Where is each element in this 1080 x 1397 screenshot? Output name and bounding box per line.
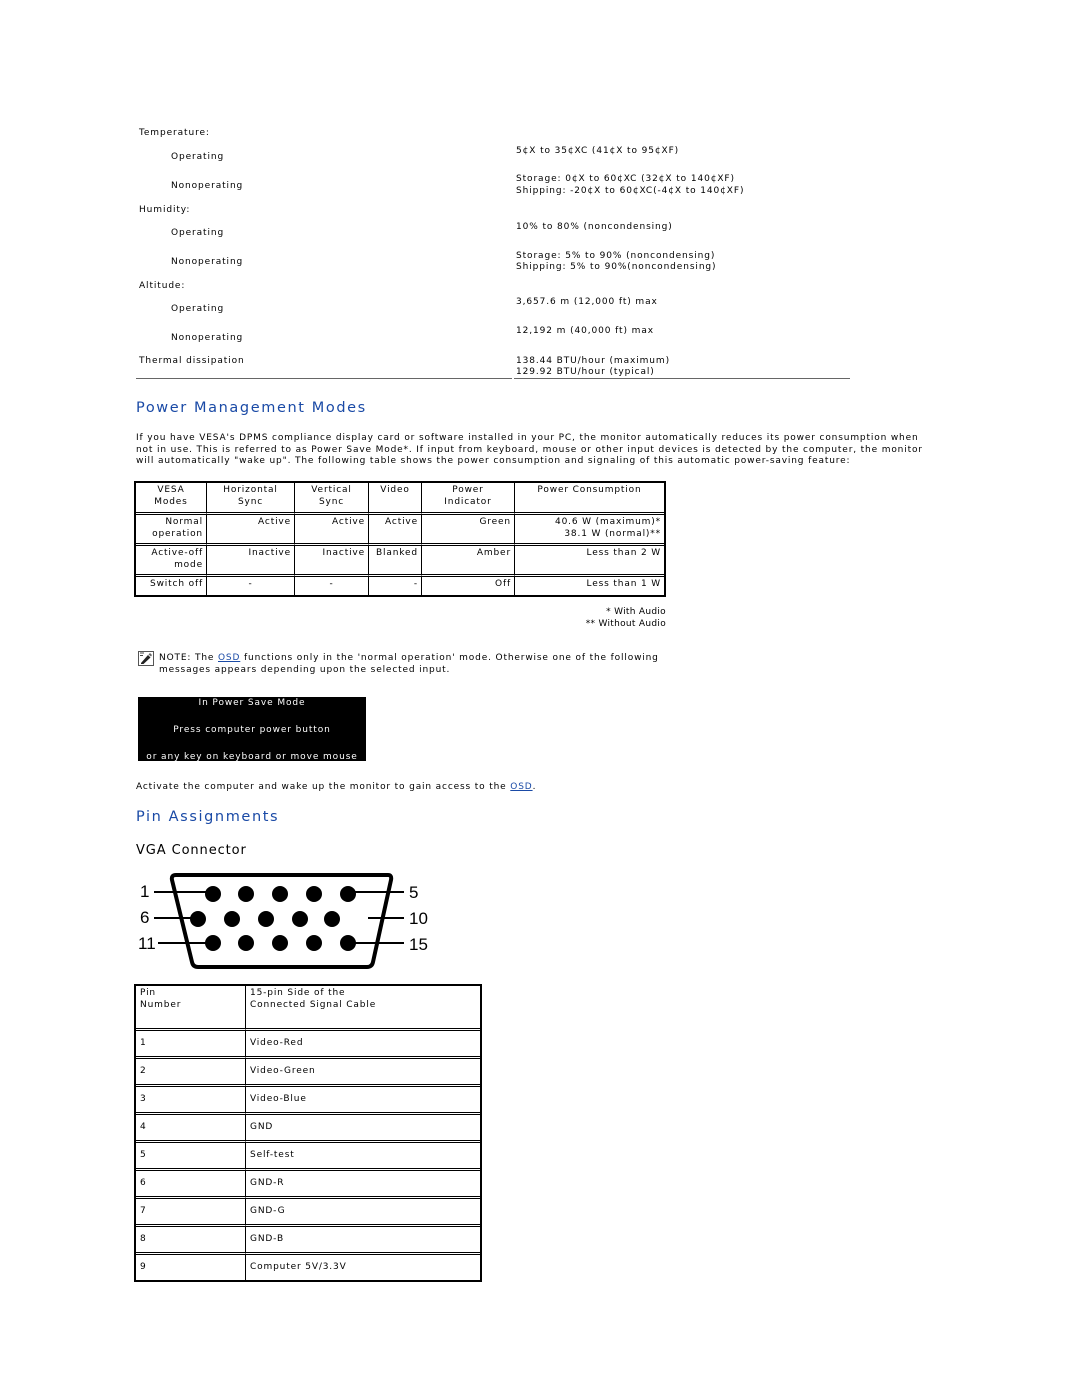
table-row	[136, 1171, 480, 1199]
table-header-row	[136, 986, 480, 1031]
table-header-row	[136, 483, 664, 515]
table-row	[136, 1143, 480, 1171]
header-cell: Pin Number	[136, 986, 246, 1031]
pin-signal: Self-test	[246, 1143, 480, 1171]
table-cell: Normal operation	[136, 515, 207, 546]
pin-signal: GND-R	[246, 1171, 480, 1199]
header-cell: Video	[369, 483, 422, 515]
alt-operating-label: Operating	[171, 304, 225, 314]
osd-line: In Power Save Mode	[198, 698, 306, 708]
temp-nonoperating-storage: Storage: 0¢X to 60¢XC (32¢X to 140¢XF)	[516, 174, 735, 184]
pin-label-15: 15	[409, 935, 428, 954]
table-row	[136, 577, 664, 595]
alt-nonoperating-value: 12,192 m (40,000 ft) max	[516, 326, 654, 336]
pin-signal: GND	[246, 1115, 480, 1143]
altitude-label: Altitude:	[139, 281, 186, 291]
footnote-without-audio: ** Without Audio	[585, 619, 666, 629]
vga-connector-diagram	[136, 870, 436, 974]
pin-signal: Computer 5V/3.3V	[250, 1261, 347, 1272]
pin-number: 5	[136, 1143, 246, 1171]
pin-label-6: 6	[140, 908, 150, 927]
pin-signal: GND-B	[246, 1227, 480, 1255]
divider	[514, 378, 850, 379]
pin-number: 6	[136, 1171, 246, 1199]
table-row	[136, 1059, 480, 1087]
hum-operating-label: Operating	[171, 228, 225, 238]
table-cell: Active-off mode	[136, 546, 207, 577]
table-cell: Switch off	[136, 577, 207, 595]
table-cell: Off	[422, 577, 515, 595]
temperature-label: Temperature:	[139, 128, 210, 138]
table-row	[136, 515, 664, 546]
table-cell: Active	[369, 515, 422, 546]
vga-connector-subheading: VGA Connector	[136, 843, 247, 858]
hum-nonoperating-shipping: Shipping: 5% to 90%(noncondensing)	[516, 262, 717, 272]
pin-number: 7	[136, 1199, 246, 1227]
thermal-typical: 129.92 BTU/hour (typical)	[516, 367, 655, 377]
pin-number: 9	[136, 1255, 246, 1280]
table-row	[136, 1199, 480, 1227]
table-cell: Active	[295, 515, 369, 546]
pin-number: 3	[136, 1087, 246, 1115]
osd-line: or any key on keyboard or move mouse	[146, 752, 358, 762]
table-cell: Inactive	[295, 546, 369, 577]
header-cell: 15-pin Side of the Connected Signal Cable	[246, 986, 480, 1031]
table-row	[136, 1227, 480, 1255]
table-cell: Green	[422, 515, 515, 546]
table-row	[136, 1087, 480, 1115]
pin-assignment-table	[134, 984, 482, 1282]
hum-operating-value: 10% to 80% (noncondensing)	[516, 222, 673, 232]
osd-link[interactable]: OSD	[510, 782, 533, 792]
temp-nonoperating-label: Nonoperating	[171, 181, 244, 191]
table-cell: Less than 2 W	[515, 546, 664, 577]
pin-signal: Video-Blue	[246, 1087, 480, 1115]
table-cell: -	[295, 577, 369, 595]
pin-signal: GND-G	[246, 1199, 480, 1227]
table-row	[136, 1115, 480, 1143]
pin-number: 8	[136, 1227, 246, 1255]
pin-number: 1	[136, 1031, 246, 1059]
table-row	[136, 546, 664, 577]
temp-operating-label: Operating	[171, 152, 225, 162]
table-row	[136, 1255, 480, 1280]
table-cell: -	[207, 577, 295, 595]
header-cell: Horizontal Sync	[207, 483, 295, 515]
pin-label-5: 5	[409, 883, 419, 902]
pin-number: 4	[136, 1115, 246, 1143]
footnote-with-audio: * With Audio	[606, 607, 666, 617]
header-cell: Power Consumption	[515, 483, 664, 515]
pin-number: 2	[136, 1059, 246, 1087]
pin-assignments-heading: Pin Assignments	[136, 809, 280, 825]
thermal-max: 138.44 BTU/hour (maximum)	[516, 356, 670, 366]
pin-signal: Video-Green	[246, 1059, 480, 1087]
table-cell: Amber	[422, 546, 515, 577]
power-modes-table	[134, 481, 666, 597]
osd-line: Press computer power button	[173, 725, 331, 735]
alt-nonoperating-label: Nonoperating	[171, 333, 244, 343]
note-icon	[138, 651, 154, 666]
header-cell: Power Indicator	[422, 483, 515, 515]
activate-text: Activate the computer and wake up the monitor to gain access to the OSD.	[136, 782, 537, 792]
table-cell: Inactive	[207, 546, 295, 577]
power-intro-paragraph: If you have VESA's DPMS compliance display card or software installed in your PC, the monitor automatically reduces its power consumption when not in use. This is referred to as Power Save Mode*. If input from keyboard, mouse or other input devices is detected by the computer, the monitor will automatically "wake up". The following table shows the power consumption and signaling of this automatic power-saving feature:	[136, 433, 923, 467]
thermal-label: Thermal dissipation	[139, 356, 245, 366]
table-row	[136, 1031, 480, 1059]
table-cell: Blanked	[369, 546, 422, 577]
note-text: NOTE: The OSD functions only in the 'normal operation' mode. Otherwise one of the following messages appears depending upon the selected input.	[159, 653, 659, 675]
osd-message-box	[138, 697, 366, 761]
temp-operating-value: 5¢X to 35¢XC (41¢X to 95¢XF)	[516, 146, 680, 156]
header-cell: Vertical Sync	[295, 483, 369, 515]
table-cell: Active	[207, 515, 295, 546]
alt-operating-value: 3,657.6 m (12,000 ft) max	[516, 297, 658, 307]
pin-signal: Video-Red	[246, 1031, 480, 1059]
hum-nonoperating-label: Nonoperating	[171, 257, 244, 267]
divider	[136, 378, 512, 379]
table-cell: Less than 1 W	[586, 579, 661, 589]
header-cell: VESA Modes	[136, 483, 207, 515]
pin-label-11: 11	[138, 934, 156, 953]
pin-label-1: 1	[140, 882, 150, 901]
table-cell: 40.6 W (maximum)* 38.1 W (normal)**	[515, 515, 664, 546]
pin-label-10: 10	[409, 909, 428, 928]
power-management-heading: Power Management Modes	[136, 400, 367, 416]
hum-nonoperating-storage: Storage: 5% to 90% (noncondensing)	[516, 251, 716, 261]
table-cell: -	[369, 577, 422, 595]
osd-link[interactable]: OSD	[218, 653, 241, 663]
humidity-label: Humidity:	[139, 205, 191, 215]
temp-nonoperating-shipping: Shipping: -20¢X to 60¢XC(-4¢X to 140¢XF)	[516, 186, 745, 196]
